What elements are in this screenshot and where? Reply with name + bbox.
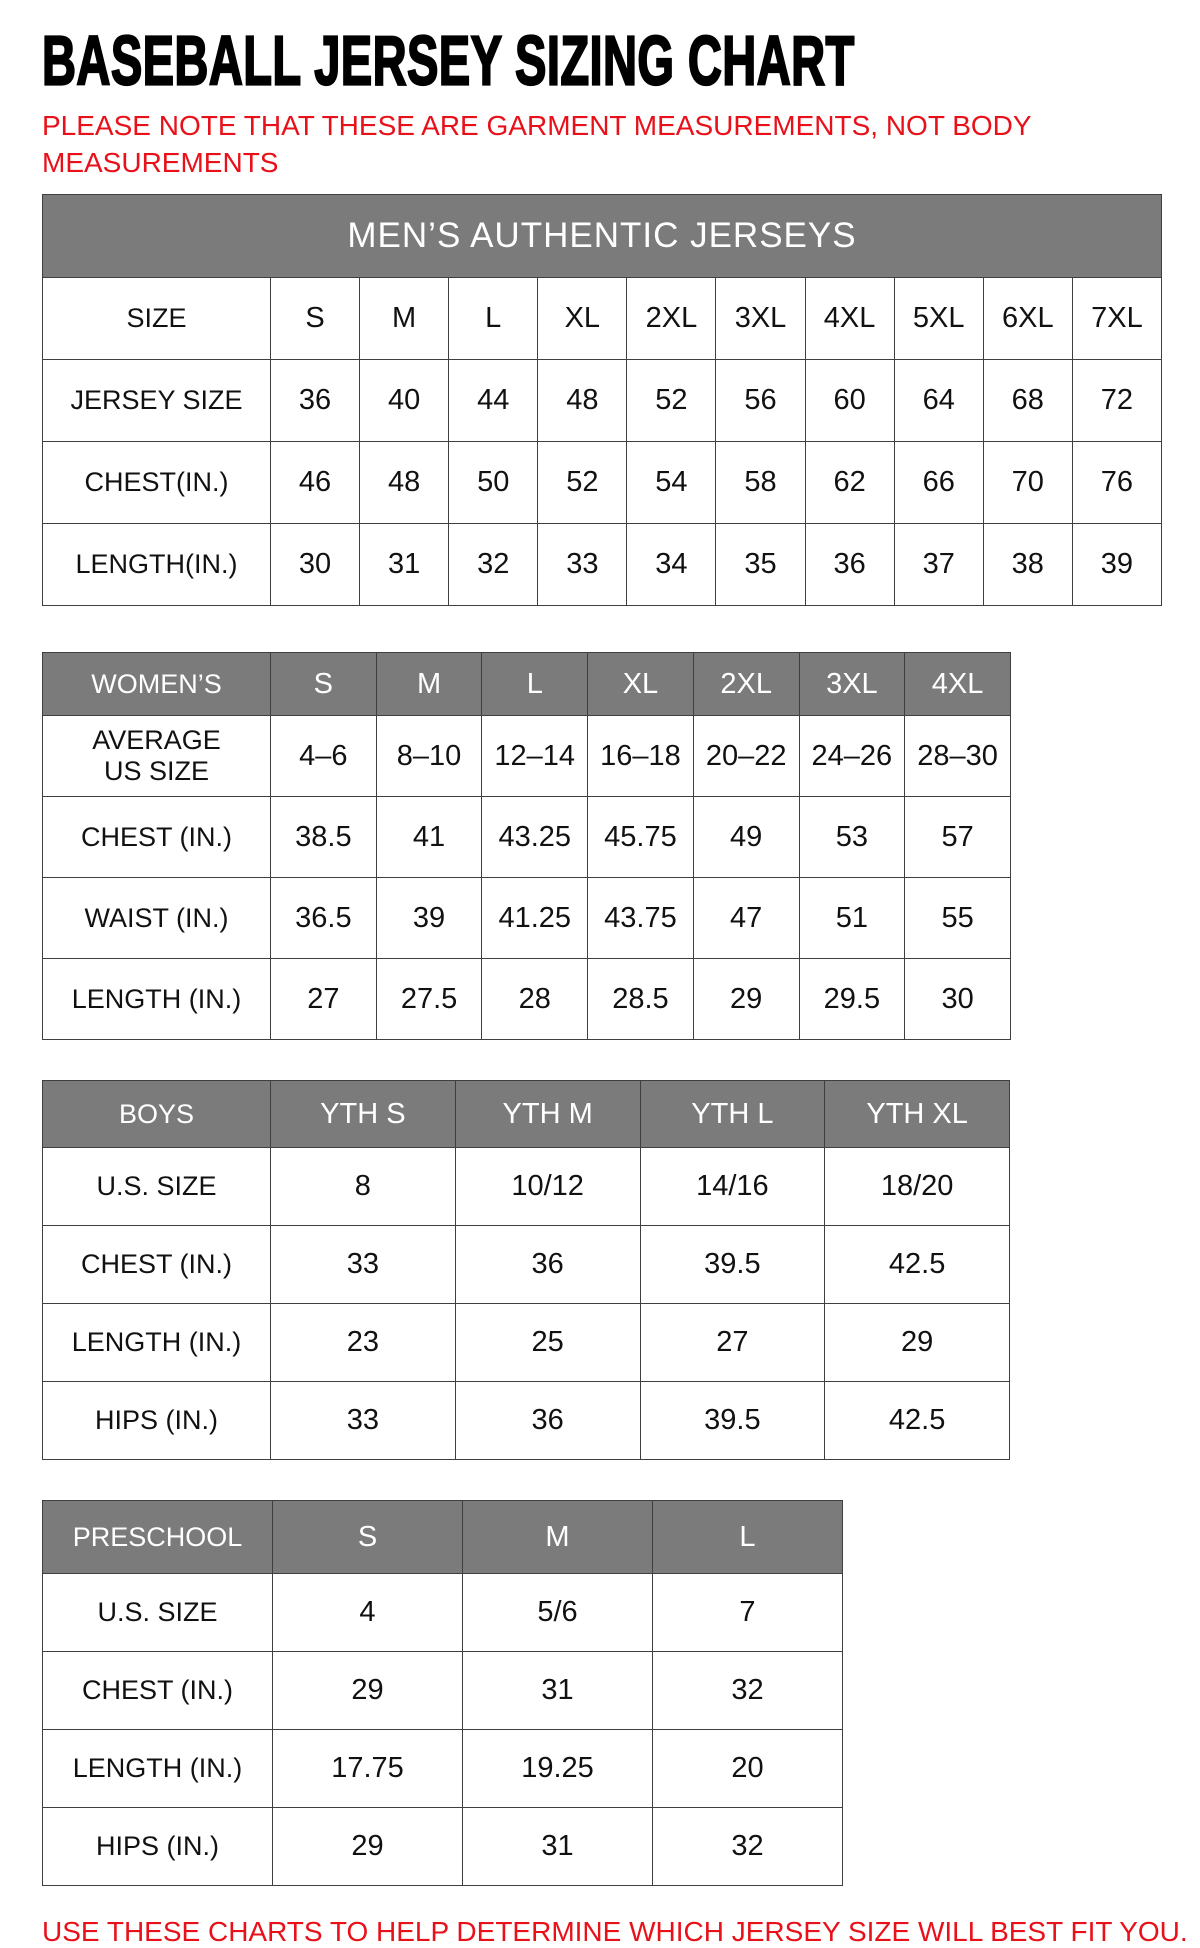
mens-banner-row [43, 195, 1162, 278]
row-label: LENGTH (IN.) [43, 959, 271, 1040]
cell: 27 [271, 959, 377, 1040]
row-label: CHEST (IN.) [43, 1226, 271, 1304]
cell: 72 [1072, 360, 1161, 442]
cell: 28–30 [905, 716, 1011, 797]
preschool-length-row [43, 1730, 843, 1808]
cell: 52 [538, 442, 627, 524]
cell: 34 [627, 524, 716, 606]
cell: 36 [271, 360, 360, 442]
table-header-label: BOYS [43, 1081, 271, 1148]
cell: 8–10 [376, 716, 482, 797]
cell: 4 [273, 1574, 463, 1652]
col-header: 6XL [983, 278, 1072, 360]
row-label: HIPS (IN.) [43, 1382, 271, 1460]
cell: 40 [360, 360, 449, 442]
cell: 36.5 [271, 878, 377, 959]
mens-length-row [43, 524, 1162, 606]
row-label: LENGTH (IN.) [43, 1730, 273, 1808]
preschool-us-size-row [43, 1574, 843, 1652]
col-header: 4XL [905, 653, 1011, 716]
cell: 42.5 [825, 1226, 1010, 1304]
cell: 43.25 [482, 797, 588, 878]
womens-chest-row [43, 797, 1011, 878]
cell: 36 [805, 524, 894, 606]
cell: 41 [376, 797, 482, 878]
col-header: L [449, 278, 538, 360]
cell: 33 [271, 1226, 456, 1304]
cell: 4–6 [271, 716, 377, 797]
cell: 66 [894, 442, 983, 524]
note-line-1: PLEASE NOTE THAT THESE ARE GARMENT MEASUREMENTS, NOT BODY [42, 110, 1032, 142]
row-label: CHEST (IN.) [43, 797, 271, 878]
womens-sizing-table [42, 652, 1011, 1040]
cell: 7 [653, 1574, 843, 1652]
row-label-text: AVERAGE US SIZE [92, 725, 221, 787]
cell: 30 [271, 524, 360, 606]
cell: 44 [449, 360, 538, 442]
row-label: U.S. SIZE [43, 1148, 271, 1226]
mens-sizing-table [42, 194, 1162, 606]
cell: 12–14 [482, 716, 588, 797]
cell: 10/12 [455, 1148, 640, 1226]
preschool-hips-row [43, 1808, 843, 1886]
cell: 8 [271, 1148, 456, 1226]
cell: 64 [894, 360, 983, 442]
cell: 27.5 [376, 959, 482, 1040]
row-label: CHEST (IN.) [43, 1652, 273, 1730]
cell: 50 [449, 442, 538, 524]
cell: 30 [905, 959, 1011, 1040]
col-header: 7XL [1072, 278, 1161, 360]
cell: 17.75 [273, 1730, 463, 1808]
col-header: XL [538, 278, 627, 360]
cell: 55 [905, 878, 1011, 959]
col-header: 2XL [627, 278, 716, 360]
cell: 58 [716, 442, 805, 524]
boys-us-size-row [43, 1148, 1010, 1226]
cell: 70 [983, 442, 1072, 524]
cell: 25 [455, 1304, 640, 1382]
col-header: L [653, 1501, 843, 1574]
mens-chest-row [43, 442, 1162, 524]
cell: 62 [805, 442, 894, 524]
cell: 33 [271, 1382, 456, 1460]
boys-hips-row [43, 1382, 1010, 1460]
col-header: YTH S [271, 1081, 456, 1148]
cell: 29 [273, 1808, 463, 1886]
cell: 18/20 [825, 1148, 1010, 1226]
cell: 32 [653, 1808, 843, 1886]
col-header: M [360, 278, 449, 360]
cell: 39.5 [640, 1382, 825, 1460]
cell: 60 [805, 360, 894, 442]
cell: 33 [538, 524, 627, 606]
boys-length-row [43, 1304, 1010, 1382]
cell: 53 [799, 797, 905, 878]
cell: 56 [716, 360, 805, 442]
col-header: 5XL [894, 278, 983, 360]
cell: 48 [538, 360, 627, 442]
garment-measurements-note [42, 108, 1200, 182]
cell: 51 [799, 878, 905, 959]
cell: 24–26 [799, 716, 905, 797]
cell: 29 [825, 1304, 1010, 1382]
col-header: S [271, 653, 377, 716]
col-header: M [376, 653, 482, 716]
cell: 45.75 [588, 797, 694, 878]
cell: 36 [455, 1382, 640, 1460]
cell: 31 [360, 524, 449, 606]
footer-note: USE THESE CHARTS TO HELP DETERMINE WHICH JERSEY SIZE WILL BEST FIT YOU. [42, 1916, 1188, 1948]
col-header: 2XL [693, 653, 799, 716]
boys-chest-row [43, 1226, 1010, 1304]
cell: 32 [653, 1652, 843, 1730]
row-label: HIPS (IN.) [43, 1808, 273, 1886]
col-header: S [271, 278, 360, 360]
col-header: S [273, 1501, 463, 1574]
preschool-sizing-table [42, 1500, 843, 1886]
col-header: XL [588, 653, 694, 716]
row-label: LENGTH (IN.) [43, 1304, 271, 1382]
row-label: JERSEY SIZE [43, 360, 271, 442]
cell: 39 [376, 878, 482, 959]
womens-average-size-row [43, 716, 1011, 797]
cell: 54 [627, 442, 716, 524]
col-header: 3XL [716, 278, 805, 360]
cell: 76 [1072, 442, 1161, 524]
cell: 31 [463, 1808, 653, 1886]
cell: 35 [716, 524, 805, 606]
cell: 5/6 [463, 1574, 653, 1652]
preschool-chest-row [43, 1652, 843, 1730]
row-label: WAIST (IN.) [43, 878, 271, 959]
col-header: YTH L [640, 1081, 825, 1148]
cell: 28.5 [588, 959, 694, 1040]
col-header: 4XL [805, 278, 894, 360]
cell: 39 [1072, 524, 1161, 606]
cell: 29 [693, 959, 799, 1040]
boys-header-row [43, 1081, 1010, 1148]
preschool-header-row [43, 1501, 843, 1574]
cell: 31 [463, 1652, 653, 1730]
cell: 16–18 [588, 716, 694, 797]
table-header-label: PRESCHOOL [43, 1501, 273, 1574]
womens-length-row [43, 959, 1011, 1040]
col-header: 3XL [799, 653, 905, 716]
cell: 39.5 [640, 1226, 825, 1304]
table-header-label: WOMEN’S [43, 653, 271, 716]
cell: 19.25 [463, 1730, 653, 1808]
cell: 37 [894, 524, 983, 606]
cell: 47 [693, 878, 799, 959]
cell: 46 [271, 442, 360, 524]
page-title: BASEBALL JERSEY SIZING CHART [42, 22, 855, 101]
cell: 48 [360, 442, 449, 524]
col-header: YTH M [455, 1081, 640, 1148]
womens-header-row [43, 653, 1011, 716]
mens-jersey-size-row [43, 360, 1162, 442]
cell: 49 [693, 797, 799, 878]
cell: 28 [482, 959, 588, 1040]
cell: 43.75 [588, 878, 694, 959]
cell: 52 [627, 360, 716, 442]
cell: 38 [983, 524, 1072, 606]
womens-waist-row [43, 878, 1011, 959]
cell: 68 [983, 360, 1072, 442]
cell: 32 [449, 524, 538, 606]
cell: 27 [640, 1304, 825, 1382]
cell: 14/16 [640, 1148, 825, 1226]
col-header: L [482, 653, 588, 716]
row-label: CHEST(IN.) [43, 442, 271, 524]
row-label: U.S. SIZE [43, 1574, 273, 1652]
cell: 23 [271, 1304, 456, 1382]
mens-table-banner: MEN’S AUTHENTIC JERSEYS [43, 195, 1162, 278]
boys-sizing-table [42, 1080, 1010, 1460]
cell: 41.25 [482, 878, 588, 959]
cell: 29 [273, 1652, 463, 1730]
cell: 42.5 [825, 1382, 1010, 1460]
col-header: M [463, 1501, 653, 1574]
mens-size-header-row [43, 278, 1162, 360]
note-line-2: MEASUREMENTS [42, 147, 279, 179]
col-header: YTH XL [825, 1081, 1010, 1148]
cell: 57 [905, 797, 1011, 878]
cell: 29.5 [799, 959, 905, 1040]
row-label [43, 716, 271, 797]
row-label: LENGTH(IN.) [43, 524, 271, 606]
cell: 36 [455, 1226, 640, 1304]
row-label: SIZE [43, 278, 271, 360]
cell: 20–22 [693, 716, 799, 797]
cell: 20 [653, 1730, 843, 1808]
cell: 38.5 [271, 797, 377, 878]
